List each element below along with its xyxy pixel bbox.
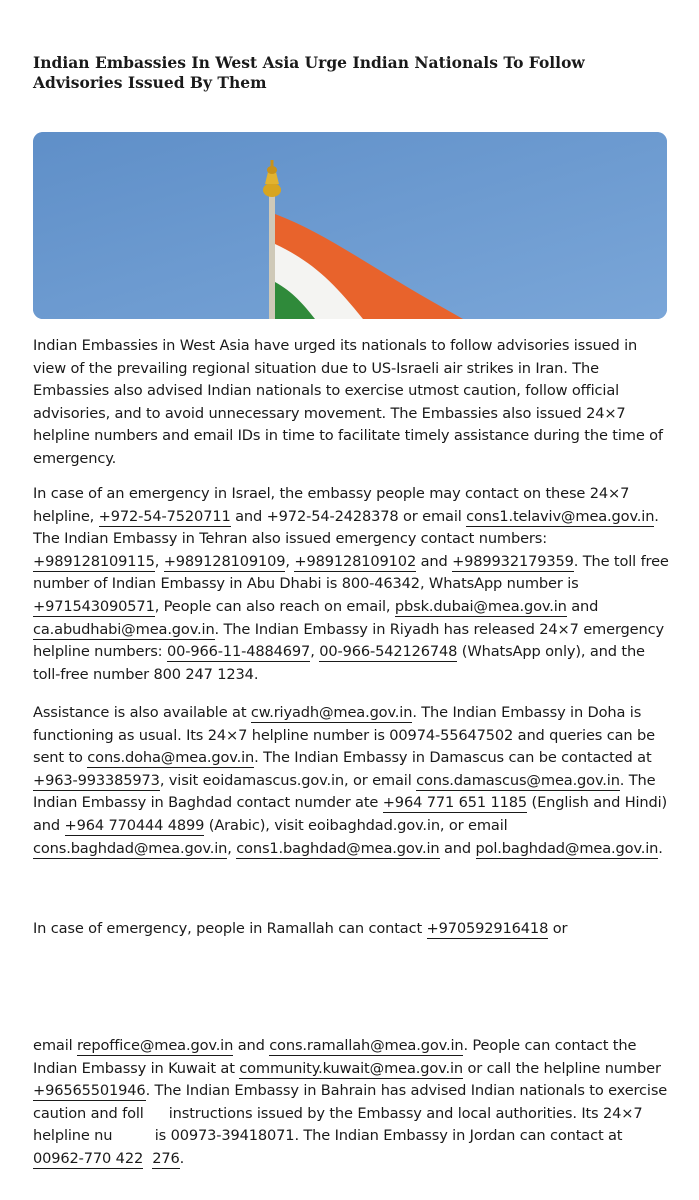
phone-link-damascus[interactable]: +963-993385973 bbox=[33, 771, 160, 789]
email-link-baghdad-pol[interactable]: pol.baghdad@mea.gov.in bbox=[475, 839, 659, 857]
email-link-telaviv[interactable]: cons1.telaviv@mea.gov.in bbox=[466, 507, 655, 525]
indian-flag-image bbox=[33, 132, 667, 319]
paragraph-israel-iran-uae-saudi: In case of an emergency in Israel, the embassy people may contact on these 24×7 helpline, +972-54-7520711 and +972-54-2428378 or email cons1.telaviv@mea.gov.in. The Indian Embassy in Tehran also issued emergency contact numbers: +989128109115, +989128109109, +989128109102 and +989932179359. The toll free number of Indian Embassy in Abu Dhabi is 800-46342, WhatsApp number is +971543090571, People can also reach on email, pbsk.dubai@mea.gov.in and ca.abudhabi@mea.gov.in. The Indian Embassy in Riyadh has released 24×7 emergency helpline numbers: 00-966-11-4884697, 00-966-542126748 (WhatsApp only), and the toll-free number 800 247 1234. bbox=[33, 485, 669, 683]
phone-link-riyadh-1[interactable]: 00-966-11-4884697 bbox=[166, 643, 311, 661]
paragraph-ramallah: In case of emergency, people in Ramallah can contact +970592916418 or bbox=[33, 920, 568, 937]
email-link-kuwait[interactable]: community.kuwait@mea.gov.in bbox=[239, 1059, 463, 1077]
phone-link-tehran-1[interactable]: +989128109115 bbox=[33, 552, 155, 570]
pole-finial-base bbox=[263, 183, 281, 197]
email-link-ramallah[interactable]: cons.ramallah@mea.gov.in bbox=[269, 1037, 464, 1054]
paragraph-intro: Indian Embassies in West Asia have urged its nationals to follow advisories issued in view of the prevailing regional situation due to US-Israeli air strikes in Iran. The Embassies also advised Indian nationals to exercise utmost caution, follow official advisories, and to avoid unnecessary movement. The Embassies also issued 24×7 helpline numbers and email IDs in time to facilitate timely assistance during the time of emergency. bbox=[33, 337, 663, 467]
phone-link-kuwait[interactable]: +96565501946 bbox=[33, 1082, 146, 1100]
phone-link-tehran-3[interactable]: +989128109102 bbox=[294, 552, 417, 570]
obscured-text bbox=[112, 1125, 150, 1148]
phone-link-riyadh-2[interactable]: 00-966-542126748 bbox=[319, 643, 458, 661]
email-link-baghdad[interactable]: cons.baghdad@mea.gov.in bbox=[33, 839, 228, 857]
article-hero-image bbox=[33, 132, 667, 319]
email-link-doha[interactable]: cons.doha@mea.gov.in bbox=[87, 749, 255, 767]
phone-link-israel-1[interactable]: +972-54-7520711 bbox=[98, 507, 231, 525]
email-link-baghdad-cons1[interactable]: cons1.baghdad@mea.gov.in bbox=[236, 839, 440, 857]
obscured-text bbox=[143, 1148, 152, 1171]
phone-link-tehran-2[interactable]: +989128109109 bbox=[163, 552, 286, 570]
email-link-repoffice[interactable]: repoffice@mea.gov.in bbox=[77, 1037, 234, 1054]
email-link-riyadh[interactable]: cw.riyadh@mea.gov.in bbox=[250, 704, 413, 721]
phone-link-abudhabi-whatsapp[interactable]: +971543090571 bbox=[33, 597, 155, 615]
flag-pole bbox=[269, 192, 275, 319]
phone-link-baghdad-2[interactable]: +964 770444 4899 bbox=[64, 816, 205, 834]
email-link-abudhabi[interactable]: ca.abudhabi@mea.gov.in bbox=[33, 620, 215, 638]
phone-link-baghdad-1[interactable]: +964 771 651 1185 bbox=[382, 794, 528, 812]
paragraph-riyadh-doha-damascus-baghdad: Assistance is also available at cw.riyadh@mea.gov.in. The Indian Embassy in Doha is functioning as usual. Its 24×7 helpline number is 00974-55647502 and queries can be sent to cons.doha@mea.gov.in. The Indian Embassy in Damascus can be contacted at +963-993385973, visit eoidamascus.gov.in, or email cons.damascus@mea.gov.in. The Indian Embassy in Baghdad contact numder ate +964 771 651 1185 (English and Hindi) and +964 770444 4899 (Arabic), visit eoibaghdad.gov.in, or email cons.baghdad@mea.gov.in, cons1.baghdad@mea.gov.in and pol.baghdad@mea.gov.in. bbox=[33, 704, 668, 857]
email-link-dubai[interactable]: pbsk.dubai@mea.gov.in bbox=[394, 597, 567, 615]
phone-link-ramallah[interactable]: +970592916418 bbox=[426, 920, 549, 937]
phone-link-tehran-4[interactable]: +989932179359 bbox=[452, 552, 574, 570]
obscured-text bbox=[144, 1103, 165, 1126]
phone-link-jordan[interactable]: 00962-770 422 276 bbox=[33, 1150, 180, 1169]
email-link-damascus[interactable]: cons.damascus@mea.gov.in bbox=[416, 771, 620, 789]
paragraph-ramallah-kuwait-bahrain-jordan: email repoffice@mea.gov.in and cons.ramallah@mea.gov.in. People can contact the Indian Embassy in Kuwait at community.kuwait@mea.gov.in or call the helpline number +96565501946. The Indian Embassy in Bahrain has advised Indian nationals to exercise caution and foll instructions issued by the Embassy and local authorities. Its 24×7 helpline nu is 00973-39418071. The Indian Embassy in Jordan can contact at 00962-770 422 276. bbox=[33, 1035, 673, 1171]
article-title: Indian Embassies In West Asia Urge Indian Nationals To Follow Advisories Issued By Them bbox=[33, 53, 585, 92]
